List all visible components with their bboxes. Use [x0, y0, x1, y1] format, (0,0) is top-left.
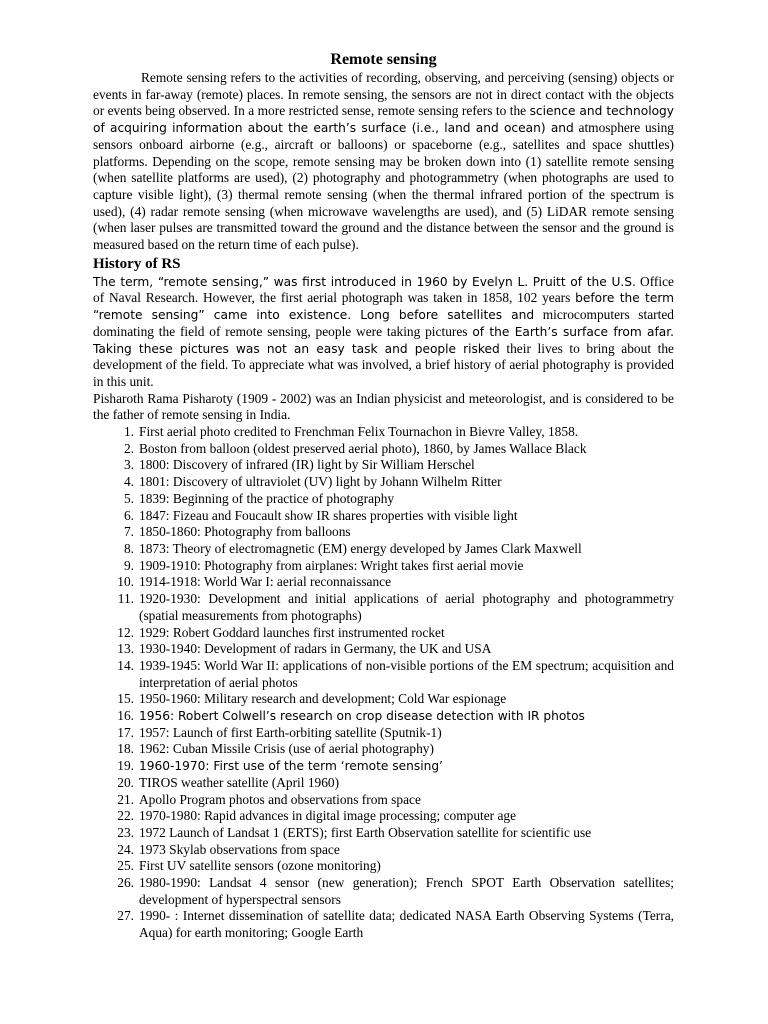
- list-item: [93, 792, 674, 809]
- list-item-text: Apollo Program photos and observations from space: [139, 791, 421, 807]
- list-item-number: 26.: [117, 875, 134, 891]
- history-text-2: Office of Naval Research. However, the first aerial photograph was taken in 1858, 102 years: [93, 273, 674, 306]
- list-item: [93, 825, 674, 842]
- list-item-text: 1960-1970: First use of the term ‘remote sensing’: [139, 759, 443, 774]
- list-item: [93, 658, 674, 691]
- list-item: [93, 541, 674, 558]
- list-item: [93, 858, 674, 875]
- list-item-number: 24.: [117, 841, 134, 857]
- intro-text-part3: atmosphere using sensors onboard airborne (e.g., aircraft or balloons) or spaceborne (e.g., satellites and space shuttles) platforms. Depending on the scope, remote sensing may be broken down into (1) satellite remote sensing (when satellite platforms are used), (2) photography and photogrammetry (when photographs are used to capture visible light), (3) thermal remote sensing (when the thermal infrared portion of the spectrum is used), (4) radar remote sensing (when microwave wavelengths are used), and (5) LiDAR remote sensing (when laser pulses are transmitted toward the ground and the distance between the sensor and the ground is measured based on the return time of each pulse).: [93, 120, 674, 253]
- list-item-number: 5.: [123, 490, 134, 506]
- history-text-4: microcomputers started dominating the field of remote sensing, people were taking pictures: [93, 307, 674, 339]
- list-item-text: 1939-1945: World War II: applications of non-visible portions of the EM spectrum; acquisition and interpretation of aerial photos: [139, 657, 674, 690]
- list-item-text: 1929: Robert Goddard launches first instrumented rocket: [139, 624, 445, 640]
- list-item-text: Boston from balloon (oldest preserved aerial photo), 1860, by James Wallace Black: [139, 440, 587, 456]
- list-item: [93, 808, 674, 825]
- list-item-text: 1962: Cuban Missile Crisis (use of aerial photography): [139, 741, 434, 757]
- list-item-number: 2.: [123, 440, 134, 456]
- history-text-6: their lives to bring about the development of the field. To appreciate what was involved, a brief history of aerial photography is provided in this unit.: [93, 340, 674, 389]
- list-item: [93, 775, 674, 792]
- intro-paragraph: [93, 70, 674, 254]
- list-item-number: 27.: [117, 908, 134, 924]
- list-item-text: 1914-1918: World War I: aerial reconnaissance: [139, 574, 392, 590]
- list-item-text: 1850-1860: Photography from balloons: [139, 524, 351, 540]
- list-item-text: 1847: Fizeau and Foucault show IR shares properties with visible light: [139, 507, 518, 523]
- list-item-number: 12.: [117, 624, 134, 640]
- history-paragraph: [93, 274, 674, 391]
- list-item-number: 14.: [117, 657, 134, 673]
- list-item: [93, 457, 674, 474]
- list-item-number: 22.: [117, 808, 134, 824]
- list-item-number: 4.: [123, 474, 134, 490]
- list-item-number: 25.: [117, 858, 134, 874]
- pisharoty-paragraph: Pisharoth Rama Pisharoty (1909 - 2002) was an Indian physicist and meteorologist, and is considered to be the father of remote sensing in India.: [93, 390, 674, 423]
- list-item-text: First UV satellite sensors (ozone monitoring): [139, 858, 381, 874]
- list-item: [93, 625, 674, 642]
- list-item-text: 1957: Launch of first Earth-orbiting satellite (Sputnik-1): [139, 724, 442, 740]
- list-item-number: 15.: [117, 691, 134, 707]
- list-item-text: 1920-1930: Development and initial applications of aerial photography and photogrammetry (spatial measurements from photographs): [139, 591, 674, 623]
- list-item-text: 1873: Theory of electromagnetic (EM) energy developed by James Clark Maxwell: [139, 540, 582, 556]
- list-item: [93, 641, 674, 658]
- list-item-text: 1990- : Internet dissemination of satellite data; dedicated NASA Earth Observing Systems (Terra, Aqua) for earth monitoring; Google Earth: [139, 908, 674, 941]
- history-text-5: of the Earth’s surface from afar. Taking these pictures was not an easy task and people risked: [93, 324, 675, 356]
- list-item: [93, 441, 674, 458]
- list-item: [93, 491, 674, 508]
- list-item-number: 23.: [117, 824, 134, 840]
- list-item: [93, 558, 674, 575]
- list-item-number: 6.: [123, 507, 134, 523]
- list-item-text: First aerial photo credited to Frenchman Felix Tournachon in Bievre Valley, 1858.: [139, 424, 579, 440]
- list-item: [93, 842, 674, 859]
- list-item-number: 17.: [117, 724, 134, 740]
- document-page: [93, 50, 674, 942]
- list-item-text: 1801: Discovery of ultraviolet (UV) light by Johann Wilhelm Ritter: [139, 474, 502, 490]
- list-item: [93, 741, 674, 758]
- list-item-text: 1839: Beginning of the practice of photography: [139, 490, 395, 506]
- history-text-3: before the term “remote sensing” came into existence. Long before satellites and: [93, 291, 674, 323]
- list-item-number: 19.: [117, 758, 134, 774]
- list-item-text: 1973 Skylab observations from space: [139, 841, 340, 857]
- list-item-number: 8.: [123, 540, 134, 556]
- list-item-number: 7.: [123, 524, 134, 540]
- list-item: [93, 708, 674, 725]
- list-item-number: 16.: [117, 708, 134, 724]
- list-item: [93, 524, 674, 541]
- list-item-text: 1909-1910: Photography from airplanes: Wright takes first aerial movie: [139, 557, 524, 573]
- intro-text-part1: Remote sensing refers to the activities of recording, observing, and perceiving (sensing) objects or events in far-away (remote) places. In remote sensing, the sensors are not in direct contact with the objects or events being observed. In a more restricted sense, remote sensing refers to the: [93, 70, 674, 119]
- list-item-text: 1970-1980: Rapid advances in digital image processing; computer age: [139, 808, 517, 824]
- list-item: [93, 725, 674, 742]
- page-title: Remote sensing: [330, 51, 437, 68]
- list-item-number: 20.: [117, 774, 134, 790]
- list-item-text: 1800: Discovery of infrared (IR) light by Sir William Herschel: [139, 457, 475, 473]
- list-item-text: 1950-1960: Military research and development; Cold War espionage: [139, 691, 507, 707]
- list-item-number: 11.: [117, 591, 134, 607]
- history-text-1: The term, “remote sensing,” was first introduced in 1960 by Evelyn L. Pruitt of the U.S.: [93, 274, 636, 289]
- list-item: [93, 574, 674, 591]
- list-item-text: TIROS weather satellite (April 1960): [139, 774, 340, 790]
- intro-text-part2: science and technology of acquiring information about the earth’s surface (i.e., land and ocean) and: [93, 104, 675, 136]
- list-item-text: 1980-1990: Landsat 4 sensor (new generation); French SPOT Earth Observation satellites; development of hyperspectral sensors: [139, 875, 674, 907]
- list-item-text: 1972 Launch of Landsat 1 (ERTS); first Earth Observation satellite for scientific use: [139, 824, 592, 840]
- list-item: [93, 474, 674, 491]
- list-item-number: 13.: [117, 641, 134, 657]
- list-item-number: 18.: [117, 741, 134, 757]
- list-item: [93, 508, 674, 525]
- list-item-text: 1956: Robert Colwell’s research on crop disease detection with IR photos: [139, 709, 585, 724]
- list-item: [93, 424, 674, 441]
- list-item: [93, 908, 674, 941]
- list-item-number: 1.: [123, 424, 134, 440]
- timeline-list: [93, 424, 674, 942]
- list-item-number: 3.: [123, 457, 134, 473]
- list-item-number: 9.: [123, 557, 134, 573]
- list-item: [93, 758, 674, 775]
- list-item: [93, 875, 674, 908]
- list-item: [93, 691, 674, 708]
- list-item: [93, 591, 674, 624]
- list-item-number: 21.: [117, 791, 134, 807]
- list-item-text: 1930-1940: Development of radars in Germany, the UK and USA: [139, 641, 492, 657]
- list-item-number: 10.: [117, 574, 134, 590]
- history-heading: History of RS: [93, 255, 181, 272]
